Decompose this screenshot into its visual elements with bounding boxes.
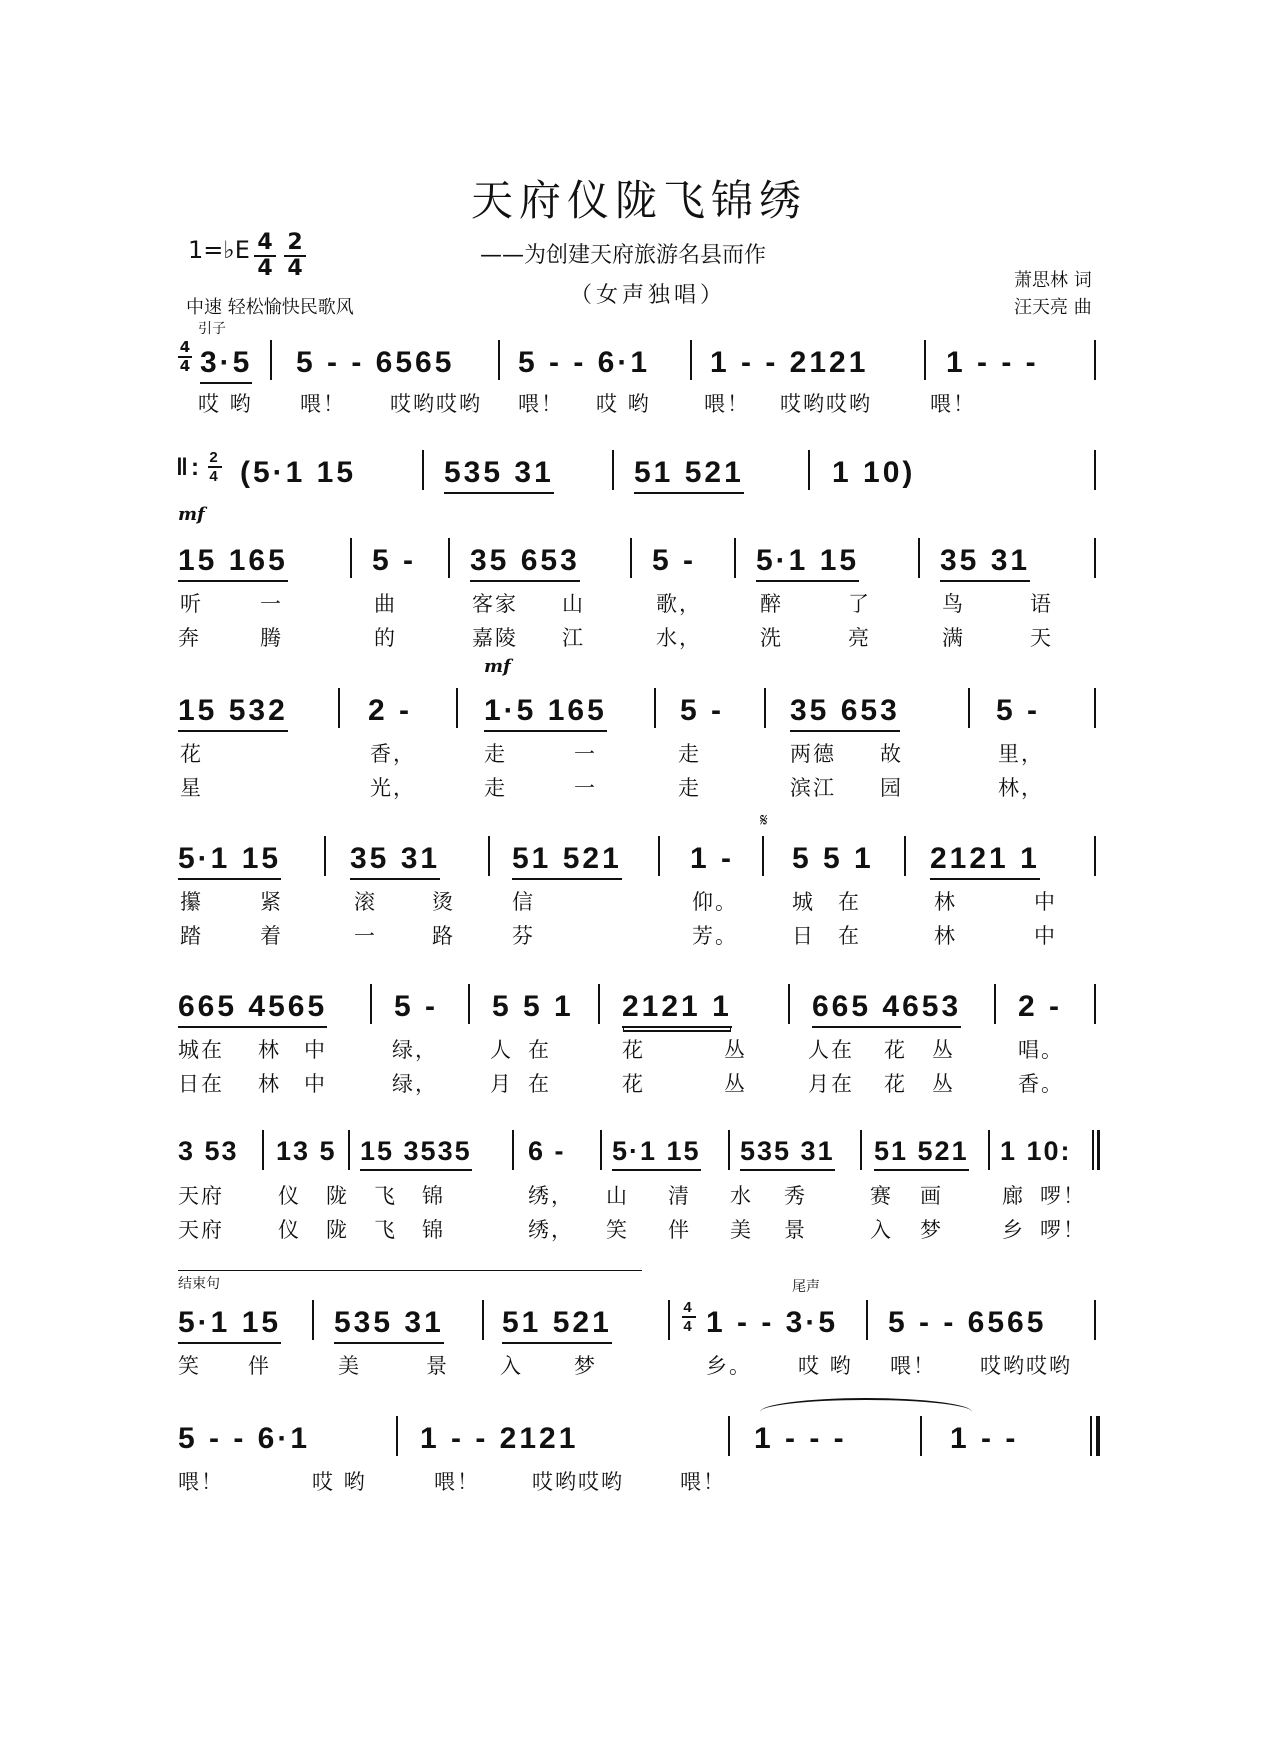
measure: 535 31 [334, 1306, 444, 1344]
measure: 665 4565 [178, 990, 327, 1028]
lyric: 醉 [760, 592, 783, 616]
key-label: 1=♭E [188, 236, 250, 264]
lyric: 芬 [512, 924, 535, 948]
lyric: 天府 [178, 1218, 224, 1242]
measure: 1·5 165 [484, 694, 607, 732]
measure: 35 653 [790, 694, 900, 732]
lyric: 走 [678, 742, 701, 766]
lyric: 啰！ [1040, 1218, 1086, 1242]
lyric: 喂！ [434, 1470, 480, 1494]
measure: 13 5 [276, 1136, 337, 1166]
lyric: 梦 [574, 1354, 597, 1378]
lyric: 乡。 [706, 1354, 752, 1378]
lyric: 语 [1030, 592, 1053, 616]
lyric: 里， [998, 742, 1044, 766]
intro-mark: 引子 [198, 321, 226, 337]
barline [924, 340, 926, 380]
barline [658, 836, 660, 876]
time-signature-4-4: 4 4 [254, 232, 276, 280]
barline [994, 984, 996, 1024]
tempo-marking: 中速 轻松愉快民歌风 [186, 297, 354, 318]
lyric: 陇 [326, 1218, 349, 1242]
final-barline [1096, 1416, 1100, 1456]
barline [968, 688, 970, 728]
lyric: 走 [678, 776, 701, 800]
lyric: 陇 [326, 1184, 349, 1208]
measure: 5 - - 6565 [296, 346, 455, 379]
measure: 15 532 [178, 694, 288, 732]
lyric: 花 [622, 1072, 645, 1096]
lyric: 亮 [848, 626, 871, 650]
lyric: 满 [942, 626, 965, 650]
barline [370, 984, 372, 1024]
measure: 1 - - - [946, 346, 1039, 379]
lyric: 花 [884, 1072, 907, 1096]
lyric: 城 [792, 890, 815, 914]
barline [512, 1130, 514, 1170]
lyric: 唱。 [1018, 1038, 1064, 1062]
barline [348, 1130, 350, 1170]
measure: 5 5 1 [792, 842, 874, 875]
lyric: 喂！ [890, 1354, 936, 1378]
song-subtitle: ——为创建天府旅游名县而作 [480, 243, 767, 268]
lyric: 走 [484, 776, 507, 800]
measure: 5 - [394, 990, 439, 1023]
measure: 1 - - 2121 [420, 1422, 579, 1455]
lyric: 月在 [808, 1072, 854, 1096]
measure: 3 53 [178, 1136, 239, 1166]
barline [1094, 450, 1096, 490]
lyric: 奔 [178, 626, 201, 650]
lyric: 着 [260, 924, 283, 948]
barline [324, 836, 326, 876]
barline [866, 1300, 868, 1340]
barline [668, 1300, 670, 1340]
lyric: 信 [512, 890, 535, 914]
lyric: 天府 [178, 1184, 224, 1208]
lyric: 哎 哟 [596, 392, 651, 416]
barline [860, 1130, 862, 1170]
lyric: 在 [528, 1038, 551, 1062]
lyric: 一 [574, 776, 597, 800]
lyric: 天 [1030, 626, 1053, 650]
time-signature-2-4: 2 4 [284, 232, 306, 280]
lyric: 秀 [784, 1184, 807, 1208]
lyric: 仪 [278, 1218, 301, 1242]
measure: 51 521 [502, 1306, 612, 1344]
lyric: 两德 [790, 742, 836, 766]
measure: 2 - [368, 694, 413, 727]
lyric: 伴 [668, 1218, 691, 1242]
measure: 5 5 1 [492, 990, 574, 1023]
lyric: 啰！ [1040, 1184, 1086, 1208]
lyric: 花 [180, 742, 203, 766]
lyric: 了 [848, 592, 871, 616]
barline [338, 688, 340, 728]
lyric: 美 [338, 1354, 361, 1378]
lyric: 哎哟哎哟 [390, 392, 482, 416]
lyric: 中 [1034, 924, 1057, 948]
lyric: 绣， [528, 1218, 574, 1242]
measure: 1 - - 2121 [710, 346, 869, 379]
lyric: 绿， [392, 1038, 438, 1062]
measure: 2121 1 [622, 990, 732, 1028]
lyric: 烫 [432, 890, 455, 914]
barline [482, 1300, 484, 1340]
barline [734, 538, 736, 578]
barline [1094, 538, 1096, 578]
lyric: 紧 [260, 890, 283, 914]
lyric: 滨江 [790, 776, 836, 800]
time-signature: 4 4 [683, 1299, 695, 1335]
coda-mark: 尾声 [792, 1279, 820, 1295]
barline [598, 984, 600, 1024]
barline [396, 1416, 398, 1456]
lyric: 飞 [374, 1184, 397, 1208]
measure: 35 653 [470, 544, 580, 582]
lyric: 笑 [606, 1218, 629, 1242]
barline [904, 836, 906, 876]
lyric: 攥 [180, 890, 203, 914]
measure: 2 - [1018, 990, 1063, 1023]
barline [762, 836, 764, 876]
measure: 5·1 15 [178, 1306, 281, 1344]
lyric: 喂！ [704, 392, 750, 416]
lyric: 伴 [248, 1354, 271, 1378]
lyric: 清 [668, 1184, 691, 1208]
lyric: 绣， [528, 1184, 574, 1208]
lyric: 在 [838, 890, 861, 914]
lyric: 中 [304, 1072, 327, 1096]
measure: 6 - [528, 1136, 566, 1166]
lyric: 哎 哟 [198, 392, 253, 416]
lyric: 梦 [920, 1218, 943, 1242]
measure: 5·1 15 [756, 544, 859, 582]
lyric: 锦 [422, 1218, 445, 1242]
measure: 15 3535 [360, 1136, 472, 1171]
barline [728, 1416, 730, 1456]
measure: 535 31 [740, 1136, 835, 1171]
lyric: 林 [934, 890, 957, 914]
lyric: 哎 哟 [312, 1470, 367, 1494]
lyric: 的 [374, 626, 397, 650]
measure: 5 - - 6·1 [518, 346, 651, 379]
lyric: 鸟 [942, 592, 965, 616]
lyric: 仰。 [692, 890, 738, 914]
key-signature [188, 236, 250, 264]
measure: 15 165 [178, 544, 288, 582]
lyric: 歌， [656, 592, 702, 616]
time-signature: 4 4 [179, 338, 191, 375]
lyric: 赛 [870, 1184, 893, 1208]
lyric: 香。 [1018, 1072, 1064, 1096]
lyric: 一 [574, 742, 597, 766]
measure: (5·1 15 [240, 456, 357, 489]
measure: 35 31 [940, 544, 1030, 582]
lyric: 丛 [932, 1038, 955, 1062]
lyric: 水 [730, 1184, 753, 1208]
lyric: 光， [370, 776, 416, 800]
barline [612, 450, 614, 490]
lyric: 听 [180, 592, 203, 616]
lyric: 喂！ [518, 392, 564, 416]
lyric: 仪 [278, 1184, 301, 1208]
lyric: 林 [258, 1072, 281, 1096]
segno-mark: 𝄋 [760, 810, 768, 831]
lyric: 腾 [260, 626, 283, 650]
lyric: 喂！ [178, 1470, 224, 1494]
barline [456, 688, 458, 728]
measure: 665 4653 [812, 990, 961, 1028]
barline [312, 1300, 314, 1340]
barline [808, 450, 810, 490]
lyric: 丛 [724, 1072, 747, 1096]
lyric: 入 [870, 1218, 893, 1242]
barline [448, 538, 450, 578]
measure: 5 - [652, 544, 697, 577]
lyric: 锦 [422, 1184, 445, 1208]
lyric: 哎 哟 [798, 1354, 853, 1378]
lyric: 丛 [724, 1038, 747, 1062]
lyric: 廊 [1002, 1184, 1025, 1208]
repeat-start: ‖: [176, 454, 202, 481]
barline [1092, 1130, 1094, 1170]
song-title: 天府仪陇飞锦绣 [470, 176, 807, 225]
lyric: 林 [934, 924, 957, 948]
measure: 535 31 [444, 456, 554, 494]
ending-mark: 结束句 [178, 1270, 642, 1293]
measure: 2121 1 [930, 842, 1040, 880]
dynamic-mf: mf [178, 504, 205, 525]
lyric: 一 [354, 924, 377, 948]
measure: 51 521 [512, 842, 622, 880]
lyric: 喂！ [930, 392, 976, 416]
lyric: 曲 [374, 592, 397, 616]
measure: 5 - [680, 694, 725, 727]
measure: 5·1 15 [178, 842, 281, 880]
lyric: 笑 [178, 1354, 201, 1378]
lyric: 花 [622, 1038, 645, 1062]
barline [262, 1130, 264, 1170]
time-signature: 2 4 [209, 449, 221, 485]
barline [654, 688, 656, 728]
measure: 1 - - - [754, 1422, 847, 1455]
tie-arc [760, 1398, 972, 1412]
lyric: 哎哟哎哟 [532, 1470, 624, 1494]
measure: 51 521 [634, 456, 744, 494]
barline [422, 450, 424, 490]
lyric: 在 [838, 924, 861, 948]
barline [350, 538, 352, 578]
lyric: 山 [606, 1184, 629, 1208]
barline [1094, 340, 1096, 380]
lyric: 喂！ [680, 1470, 726, 1494]
measure: 1 10: [1000, 1136, 1072, 1166]
barline [764, 688, 766, 728]
lyric: 城在 [178, 1038, 224, 1062]
lyric: 景 [784, 1218, 807, 1242]
lyric: 日 [792, 924, 815, 948]
barline [918, 538, 920, 578]
lyric: 哎哟哎哟 [980, 1354, 1072, 1378]
lyric: 林， [998, 776, 1044, 800]
measure: 1 - [690, 842, 735, 875]
lyric: 景 [426, 1354, 449, 1378]
barline [600, 1130, 602, 1170]
lyric: 嘉陵 [472, 626, 518, 650]
measure: 5 - [996, 694, 1041, 727]
measure: 51 521 [874, 1136, 969, 1171]
measure: 1 10) [832, 456, 916, 489]
barline [728, 1130, 730, 1170]
barline [788, 984, 790, 1024]
composer: 汪天亮 曲 [1014, 297, 1092, 318]
measure: 5·1 15 [612, 1136, 701, 1171]
barline [468, 984, 470, 1024]
lyric: 滚 [354, 890, 377, 914]
barline [1094, 984, 1096, 1024]
lyric: 走 [484, 742, 507, 766]
lyric: 洗 [760, 626, 783, 650]
lyricist: 萧思林 词 [1014, 270, 1092, 291]
lyric: 入 [500, 1354, 523, 1378]
lyric: 一 [260, 592, 283, 616]
lyric: 人在 [808, 1038, 854, 1062]
lyric: 中 [1034, 890, 1057, 914]
dynamic-mf: mf [484, 656, 511, 677]
lyric: 芳。 [692, 924, 738, 948]
lyric: 星 [180, 776, 203, 800]
barline [690, 340, 692, 380]
lyric: 山 [562, 592, 585, 616]
lyric: 飞 [374, 1218, 397, 1242]
lyric: 中 [304, 1038, 327, 1062]
lyric: 踏 [180, 924, 203, 948]
lyric: 画 [920, 1184, 943, 1208]
lyric: 林 [258, 1038, 281, 1062]
lyric: 水， [656, 626, 702, 650]
barline [270, 340, 272, 380]
lyric: 日在 [178, 1072, 224, 1096]
lyric: 花 [884, 1038, 907, 1062]
barline [1094, 688, 1096, 728]
lyric: 江 [562, 626, 585, 650]
barline [1094, 1300, 1096, 1340]
measure: 35 31 [350, 842, 440, 880]
measure: 3·5 [200, 346, 252, 384]
barline-thick [1097, 1130, 1100, 1170]
lyric: 园 [880, 776, 903, 800]
barline [1090, 1416, 1092, 1456]
measure: 5 - [372, 544, 417, 577]
barline [1094, 836, 1096, 876]
barline [498, 340, 500, 380]
lyric: 路 [432, 924, 455, 948]
measure: 5 - - 6·1 [178, 1422, 311, 1455]
lyric: 客家 [472, 592, 518, 616]
voice-type: （女声独唱） [570, 283, 727, 308]
barline [988, 1130, 990, 1170]
lyric: 绿， [392, 1072, 438, 1096]
lyric: 在 [528, 1072, 551, 1096]
measure: 1 - - 3·5 [706, 1306, 839, 1339]
measure: 5 - - 6565 [888, 1306, 1047, 1339]
barline [488, 836, 490, 876]
lyric: 美 [730, 1218, 753, 1242]
lyric: 人 [490, 1038, 513, 1062]
lyric: 喂！ [300, 392, 346, 416]
lyric: 月 [490, 1072, 513, 1096]
lyric: 丛 [932, 1072, 955, 1096]
barline [630, 538, 632, 578]
lyric: 哎哟哎哟 [780, 392, 872, 416]
measure: 1 - - [950, 1422, 1019, 1455]
lyric: 乡 [1002, 1218, 1025, 1242]
lyric: 故 [880, 742, 903, 766]
lyric: 香， [370, 742, 416, 766]
barline [920, 1416, 922, 1456]
